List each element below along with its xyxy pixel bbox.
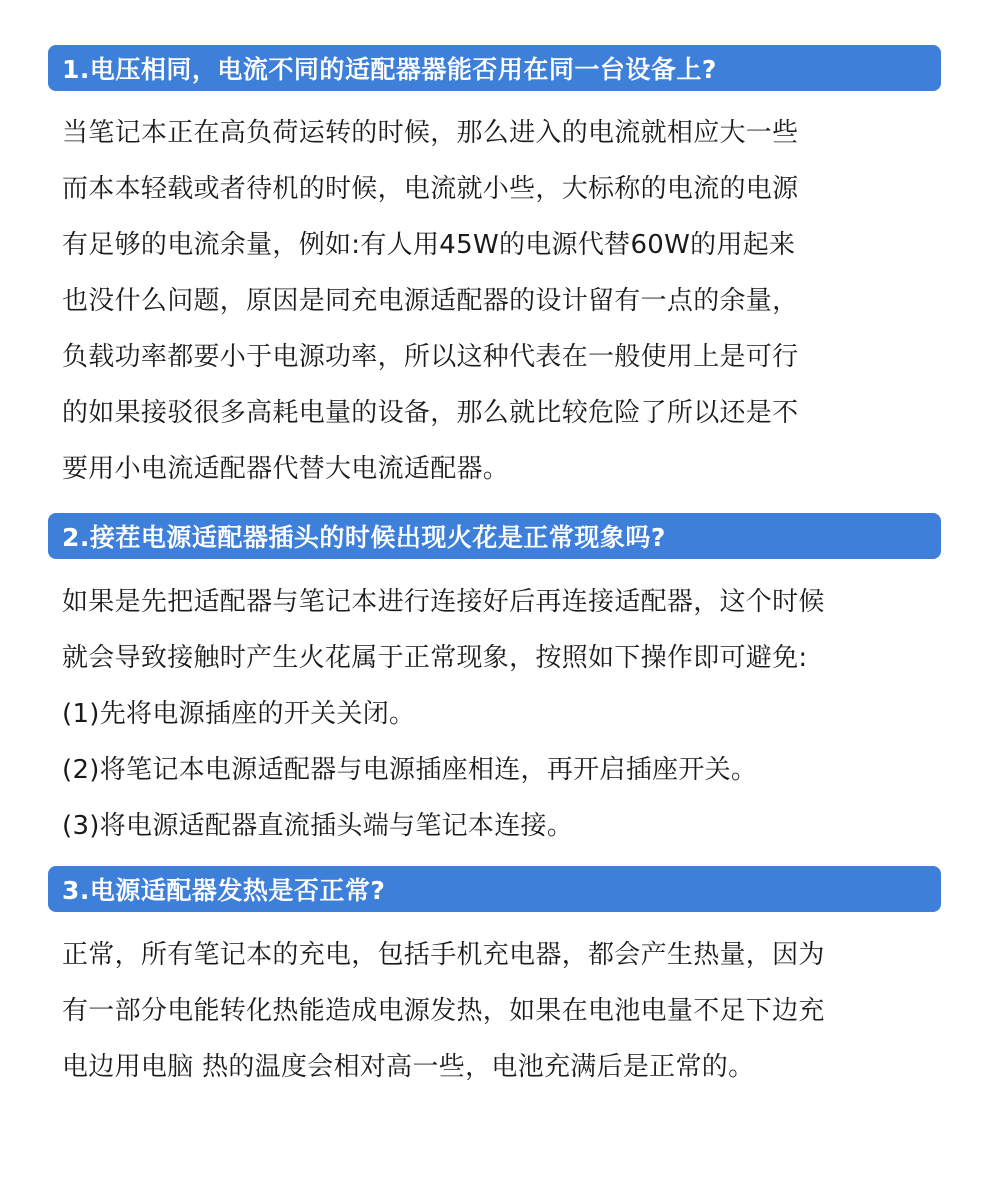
answer-line: 如果是先把适配器与笔记本进行连接好后再连接适配器，这个时候	[62, 587, 825, 617]
question-title-2: 2.接茬电源适配器插头的时候出现火花是正常现象吗?	[62, 523, 666, 552]
question-header-1	[48, 45, 941, 91]
question-title-3: 3.电源适配器发热是否正常?	[62, 876, 386, 905]
answer-line: (3)将电源适配器直流插头端与笔记本连接。	[62, 811, 574, 841]
answer-line: 电边用电脑 热的温度会相对高一些，电池充满后是正常的。	[62, 1052, 755, 1082]
answer-line: 也没什么问题，原因是同充电源适配器的设计留有一点的余量，	[62, 286, 799, 316]
question-header-2	[48, 513, 941, 559]
answer-line: 负载功率都要小于电源功率，所以这种代表在一般使用上是可行	[62, 342, 799, 372]
answer-line: (1)先将电源插座的开关关闭。	[62, 699, 416, 729]
answer-line: 就会导致接触时产生火花属于正常现象，按照如下操作即可避免:	[62, 643, 808, 673]
answer-line: 当笔记本正在高负荷运转的时候，那么进入的电流就相应大一些	[62, 118, 799, 148]
answer-line: 要用小电流适配器代替大电流适配器。	[62, 454, 510, 484]
answer-line: 有一部分电能转化热能造成电源发热，如果在电池电量不足下边充	[62, 996, 825, 1026]
answer-line: 而本本轻载或者待机的时候，电流就小些，大标称的电流的电源	[62, 174, 799, 204]
question-header-3	[48, 866, 941, 912]
answer-block-2	[62, 574, 962, 854]
answer-line: (2)将笔记本电源适配器与电源插座相连，再开启插座开关。	[62, 755, 758, 785]
answer-block-3	[62, 927, 962, 1095]
answer-line: 的如果接驳很多高耗电量的设备，那么就比较危险了所以还是不	[62, 398, 799, 428]
answer-line: 有足够的电流余量，例如:有人用45W的电源代替60W的用起来	[62, 230, 796, 260]
answer-block-1	[62, 105, 962, 497]
answer-line: 正常，所有笔记本的充电，包括手机充电器，都会产生热量，因为	[62, 940, 825, 970]
question-title-1: 1.电压相同，电流不同的适配器器能否用在同一台设备上?	[62, 55, 717, 84]
